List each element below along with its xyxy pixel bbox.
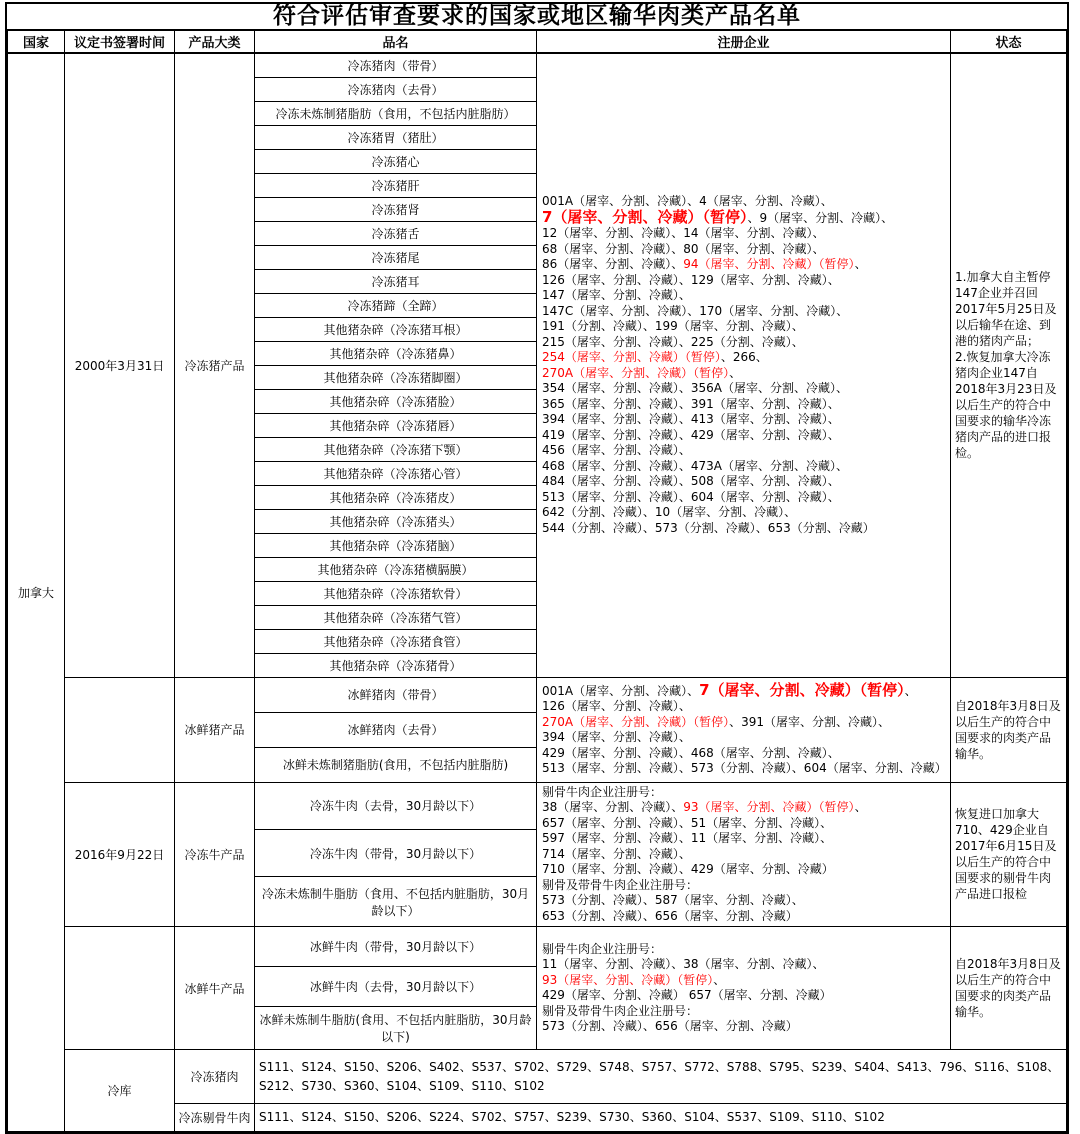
enterprise-line [542, 366, 945, 382]
status-cell [951, 53, 1067, 677]
storage-type-cell: 冷库 [65, 1050, 175, 1132]
product-name-cell: 其他猪杂碎（冷冻猪脸） [255, 389, 537, 413]
status-cell [951, 677, 1067, 782]
enterprise-text: 68（屠宰、分割、冷藏）、80（屠宰、分割、冷藏）、 [542, 241, 825, 256]
enterprise-line [542, 746, 945, 762]
enterprise-text: 剔骨及带骨牛肉企业注册号： [542, 877, 699, 892]
enterprise-text: 429（屠宰、分割、冷藏） 657（屠宰、分割、冷藏） [542, 988, 832, 1002]
enterprise-line [542, 1004, 945, 1020]
product-name-cell: 冷冻猪肉（去骨） [255, 77, 537, 101]
product-name-cell: 其他猪杂碎（冷冻猪横膈膜） [255, 557, 537, 581]
product-name-cell: 冷冻未炼制猪脂肪（食用，不包括内脏脂肪） [255, 101, 537, 125]
product-name-cell: 冷冻猪蹄（全蹄） [255, 293, 537, 317]
product-name-cell: 其他猪杂碎（冷冻猪下颚） [255, 437, 537, 461]
enterprise-text: 394（屠宰、分割、冷藏）、 [542, 730, 691, 744]
suspended-enterprise-text: 270A（屠宰、分割、冷藏）（暂停） [542, 714, 730, 729]
enterprise-text: 12（屠宰、分割、冷藏）、14（屠宰、分割、冷藏）、 [542, 226, 825, 241]
status-text: 自2018年3月8日及以后生产的符合中国要求的肉类产品输华。 [955, 957, 1061, 1019]
product-name-cell: 冷冻猪舌 [255, 221, 537, 245]
product-name-cell: 其他猪杂碎（冷冻猪唇） [255, 413, 537, 437]
product-name-cell: 其他猪杂碎（冷冻猪气管） [255, 605, 537, 629]
product-name-cell: 冷冻牛肉（带骨，30月龄以下） [255, 829, 537, 876]
enterprise-line [542, 831, 945, 847]
enterprises-cell [537, 927, 951, 1050]
enterprise-line [542, 207, 945, 227]
product-name-cell: 冷冻猪肝 [255, 173, 537, 197]
status-cell [951, 782, 1067, 927]
status-text: 2.恢复加拿大冷冻猪肉企业147自2018年3月23日及以后生产的符合中国要求的输华冷冻猪肉产品的进口报检。 [955, 350, 1057, 461]
enterprise-text: 365（屠宰、分割、冷藏）、391（屠宰、分割、冷藏）、 [542, 396, 840, 411]
product-name-cell: 其他猪杂碎（冷冻猪心管） [255, 461, 537, 485]
enterprise-text: 544（分割、冷藏）、573（分割、冷藏）、653（分割、冷藏） [542, 520, 875, 535]
enterprise-line [542, 490, 945, 506]
enterprise-text: 597（屠宰、分割、冷藏）、11（屠宰、分割、冷藏）、 [542, 831, 833, 845]
enterprise-text: 456（屠宰、分割、冷藏）、 [542, 443, 691, 458]
category-cell: 冷冻猪产品 [175, 53, 255, 677]
enterprise-text: 、 [713, 972, 726, 987]
enterprise-line [542, 397, 945, 413]
suspended-enterprise-text: 7（屠宰、分割、冷藏）（暂停） [699, 680, 905, 699]
product-name-cell: 冰鲜猪肉（去骨） [255, 712, 537, 747]
enterprise-text: 、 [729, 365, 742, 380]
enterprises-cell [537, 782, 951, 927]
enterprises-cell [537, 53, 951, 677]
enterprise-text: 、 [854, 257, 867, 272]
enterprise-line [542, 381, 945, 397]
col-header-product: 品名 [255, 30, 537, 53]
enterprise-text: 126（屠宰、分割、冷藏）、129（屠宰、分割、冷藏）、 [542, 272, 840, 287]
enterprise-line [542, 862, 945, 878]
enterprise-line [542, 909, 945, 925]
category-cell: 冰鲜牛产品 [175, 927, 255, 1050]
enterprise-text: 657（屠宰、分割、冷藏）、51（屠宰、分割、冷藏）、 [542, 815, 833, 830]
table-row [8, 782, 1067, 829]
enterprise-text: 147（屠宰、分割、冷藏）、 [542, 288, 691, 303]
status-cell [951, 927, 1067, 1050]
product-name-cell: 冰鲜未炼制牛脂肪(食用、不包括内脏脂肪，30月龄以下) [255, 1007, 537, 1050]
table-row [8, 1050, 1067, 1104]
product-name-cell: 其他猪杂碎（冷冻猪耳根） [255, 317, 537, 341]
product-name-cell: 冰鲜猪肉（带骨） [255, 677, 537, 712]
table-row [8, 927, 1067, 967]
product-name-cell: 其他猪杂碎（冷冻猪食管） [255, 629, 537, 653]
col-header-date: 议定书签署时间 [65, 30, 175, 53]
suspended-enterprise-text: 254（屠宰、分割、冷藏）（暂停） [542, 350, 721, 365]
product-name-cell: 冰鲜牛肉（去骨，30月龄以下） [255, 967, 537, 1007]
status-text: 1.加拿大自主暂停147企业并召回2017年5月25日及以后输华在途、到港的猪肉产品； [955, 270, 1057, 349]
enterprise-line [542, 335, 945, 351]
enterprise-text: 394（屠宰、分割、冷藏）、413（屠宰、分割、冷藏）、 [542, 412, 840, 427]
meat-products-table [7, 29, 1067, 1132]
enterprise-text: 126（屠宰、分割、冷藏）、 [542, 699, 691, 713]
product-name-cell: 冷冻猪尾 [255, 245, 537, 269]
enterprise-text: 468（屠宰、分割、冷藏）、473A（屠宰、分割、冷藏）、 [542, 458, 849, 473]
enterprises-cell [537, 677, 951, 782]
product-name-cell: 其他猪杂碎（冷冻猪脚圈） [255, 365, 537, 389]
enterprise-text: 419（屠宰、分割、冷藏）、429（屠宰、分割、冷藏）、 [542, 427, 840, 442]
header-row [8, 30, 1067, 53]
enterprise-text: 38（屠宰、分割、冷藏）、 [542, 800, 684, 814]
enterprise-text: 11（屠宰、分割、冷藏）、38（屠宰、分割、冷藏）、 [542, 957, 825, 971]
product-name-cell: 其他猪杂碎（冷冻猪脑） [255, 533, 537, 557]
enterprise-text: 剔骨牛肉企业注册号： [542, 784, 663, 799]
date-cell [65, 677, 175, 782]
enterprise-text: 、 [904, 683, 917, 698]
col-header-category: 产品大类 [175, 30, 255, 53]
enterprise-line [542, 800, 945, 816]
date-cell: 2000年3月31日 [65, 53, 175, 677]
enterprise-text: 513（屠宰、分割、冷藏）、573（分割、冷藏）、604（屠宰、分割、冷藏） [542, 761, 947, 775]
enterprise-text: 573（分割、冷藏）、656（屠宰、分割、冷藏） [542, 1019, 798, 1033]
enterprise-line [542, 428, 945, 444]
product-name-cell: 冷冻牛肉（去骨，30月龄以下） [255, 782, 537, 829]
enterprise-text: 147C（屠宰、分割、冷藏）、170（屠宰、分割、冷藏）、 [542, 303, 849, 318]
date-cell: 2016年9月22日 [65, 782, 175, 927]
product-name-cell: 冰鲜未炼制猪脂肪(食用，不包括内脏脂肪) [255, 747, 537, 782]
col-header-status: 状态 [951, 30, 1067, 53]
enterprise-text: 573（分割、冷藏）、587（屠宰、分割、冷藏）、 [542, 893, 804, 907]
document-page [5, 2, 1069, 1134]
enterprise-text: 429（屠宰、分割、冷藏）、468（屠宰、分割、冷藏）、 [542, 745, 840, 760]
enterprise-line [542, 680, 945, 700]
enterprise-text: 剔骨及带骨牛肉企业注册号： [542, 1003, 699, 1018]
enterprise-line [542, 785, 945, 801]
enterprise-text: 191（分割、冷藏）、199（屠宰、分割、冷藏）、 [542, 319, 804, 334]
product-name-cell: 冷冻猪肾 [255, 197, 537, 221]
enterprise-line [542, 412, 945, 428]
enterprise-text: 、9（屠宰、分割、冷藏）、 [747, 210, 894, 225]
enterprise-text: 354（屠宰、分割、冷藏）、356A（屠宰、分割、冷藏）、 [542, 381, 849, 396]
enterprise-line [542, 474, 945, 490]
product-name-cell: 冷冻猪耳 [255, 269, 537, 293]
enterprise-line [542, 505, 945, 521]
enterprise-text: 86（屠宰、分割、冷藏）、 [542, 257, 684, 272]
product-name-cell: 冷冻未炼制牛脂肪（食用、不包括内脏脂肪，30月龄以下） [255, 877, 537, 927]
product-name-cell: 其他猪杂碎（冷冻猪头） [255, 509, 537, 533]
category-cell: 冷冻剔骨牛肉 [175, 1104, 255, 1132]
enterprise-line [542, 257, 945, 273]
storage-numbers-cell: S111、S124、S150、S206、S224、S702、S757、S239、S730、S360、S104、S537、S109、S110、S102 [255, 1104, 1067, 1132]
country-cell: 加拿大 [8, 53, 65, 1132]
product-name-cell: 其他猪杂碎（冷冻猪皮） [255, 485, 537, 509]
enterprise-line [542, 699, 945, 715]
suspended-enterprise-text: 270A（屠宰、分割、冷藏）（暂停） [542, 365, 730, 380]
enterprise-line [542, 521, 945, 537]
category-cell: 冰鲜猪产品 [175, 677, 255, 782]
enterprise-line [542, 761, 945, 777]
enterprise-line [542, 1019, 945, 1035]
enterprise-text: 、 [854, 800, 867, 814]
enterprise-line [542, 988, 945, 1004]
date-cell [65, 927, 175, 1050]
enterprise-text: 653（分割、冷藏）、656（屠宰、分割、冷藏） [542, 908, 798, 923]
enterprise-line [542, 816, 945, 832]
enterprise-line [542, 847, 945, 863]
table-row [8, 53, 1067, 77]
enterprise-line [542, 957, 945, 973]
enterprise-line [542, 893, 945, 909]
enterprise-line [542, 304, 945, 320]
page-title: 符合评估审查要求的国家或地区输华肉类产品名单 [273, 4, 801, 29]
enterprise-line [542, 973, 945, 989]
category-cell: 冷冻猪肉 [175, 1050, 255, 1104]
enterprise-text: 001A（屠宰、分割、冷藏）、4（屠宰、分割、冷藏）、 [542, 194, 833, 209]
status-text: 自2018年3月8日及以后生产的符合中国要求的肉类产品输华。 [955, 698, 1061, 761]
enterprise-text: 剔骨牛肉企业注册号： [542, 941, 663, 956]
product-name-cell: 冰鲜牛肉（带骨，30月龄以下） [255, 927, 537, 967]
enterprise-line [542, 350, 945, 366]
enterprise-text: 215（屠宰、分割、冷藏）、225（分割、冷藏）、 [542, 334, 804, 349]
category-cell: 冷冻牛产品 [175, 782, 255, 927]
enterprise-line [542, 242, 945, 258]
enterprise-line [542, 459, 945, 475]
enterprise-line [542, 443, 945, 459]
product-name-cell: 冷冻猪胃（猪肚） [255, 125, 537, 149]
suspended-enterprise-text: 93（屠宰、分割、冷藏）（暂停） [542, 972, 714, 987]
enterprise-text: 710（屠宰、分割、冷藏）、429（屠宰、分割、冷藏） [542, 862, 834, 876]
col-header-country: 国家 [8, 30, 65, 53]
enterprise-text: 642（分割、冷藏）、10（屠宰、分割、冷藏）、 [542, 505, 797, 520]
suspended-enterprise-text: 94（屠宰、分割、冷藏）（暂停） [683, 257, 855, 272]
product-name-cell: 冷冻猪肉（带骨） [255, 53, 537, 77]
enterprise-line [542, 273, 945, 289]
storage-numbers-cell: S111、S124、S150、S206、S402、S537、S702、S729、S748、S757、S772、S788、S795、S239、S404、S413、796、S116、S108、S212、S730、S360、S104、S109、S110、S102 [255, 1050, 1067, 1104]
suspended-enterprise-text: 93（屠宰、分割、冷藏）（暂停） [683, 800, 855, 814]
enterprise-line [542, 715, 945, 731]
enterprise-text: 001A（屠宰、分割、冷藏）、 [542, 683, 700, 698]
enterprise-line [542, 319, 945, 335]
product-name-cell: 冷冻猪心 [255, 149, 537, 173]
col-header-enterprises: 注册企业 [537, 30, 951, 53]
enterprise-line [542, 878, 945, 894]
enterprise-text: 、266、 [720, 350, 768, 365]
enterprise-text: 513（屠宰、分割、冷藏）、604（屠宰、分割、冷藏）、 [542, 489, 840, 504]
status-text: 恢复进口加拿大710、429企业自2017年6月15日及以后生产的符合中国要求的剔骨牛肉产品进口报检 [955, 807, 1057, 902]
enterprise-text: 484（屠宰、分割、冷藏）、508（屠宰、分割、冷藏）、 [542, 474, 840, 489]
enterprise-line [542, 226, 945, 242]
product-name-cell: 其他猪杂碎（冷冻猪鼻） [255, 341, 537, 365]
product-name-cell: 其他猪杂碎（冷冻猪骨） [255, 653, 537, 677]
suspended-enterprise-text: 7（屠宰、分割、冷藏）（暂停） [542, 207, 748, 226]
product-name-cell: 其他猪杂碎（冷冻猪软骨） [255, 581, 537, 605]
enterprise-line [542, 942, 945, 958]
table-row [8, 677, 1067, 712]
enterprise-line [542, 730, 945, 746]
enterprise-line [542, 288, 945, 304]
enterprise-text: 、391（屠宰、分割、冷藏）、 [729, 714, 891, 729]
enterprise-text: 714（屠宰、分割、冷藏）、 [542, 846, 691, 861]
